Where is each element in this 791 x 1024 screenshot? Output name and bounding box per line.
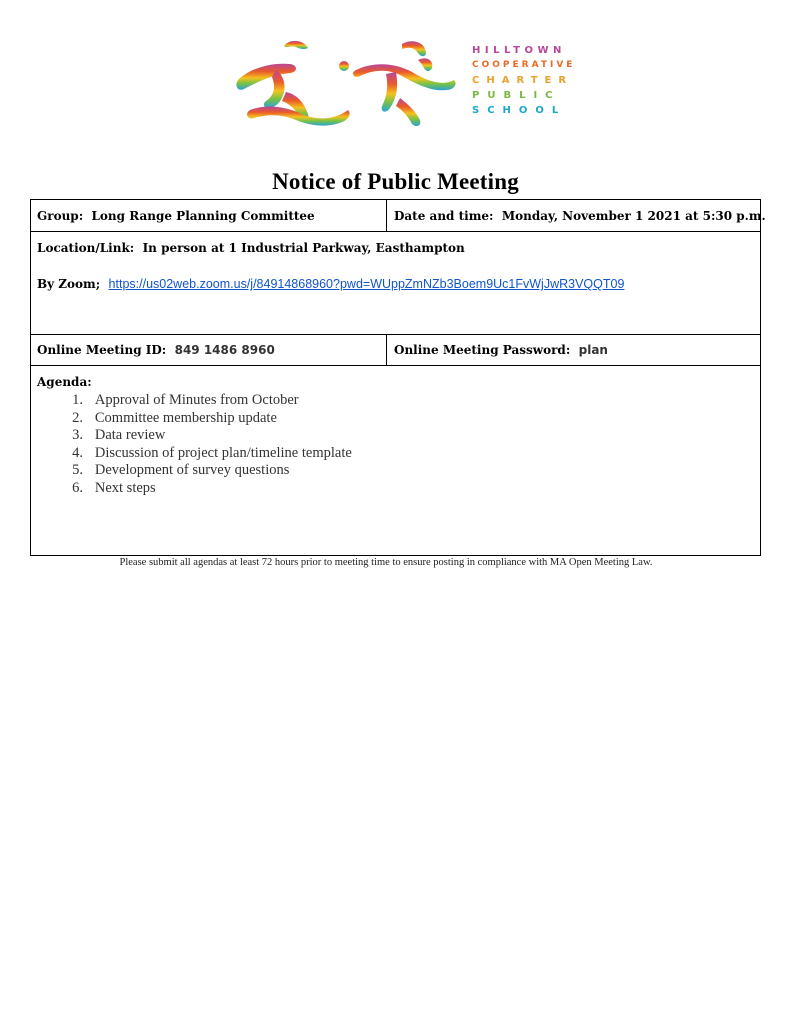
location-cell bbox=[37, 241, 465, 255]
location-label: Location/Link: bbox=[37, 241, 135, 255]
meeting-id-label: Online Meeting ID: bbox=[37, 343, 167, 357]
group-label: Group: bbox=[37, 209, 84, 223]
password-cell bbox=[394, 343, 608, 357]
datetime-cell bbox=[394, 209, 766, 223]
agenda-item-text: Approval of Minutes from October bbox=[94, 392, 299, 408]
agenda-item-text: Discussion of project plan/timeline template bbox=[94, 444, 352, 461]
agenda-item-text: Development of survey questions bbox=[94, 462, 290, 479]
logo-line-1: HILLTOWN bbox=[472, 45, 566, 56]
row-divider bbox=[31, 231, 760, 232]
zoom-link[interactable]: https://us02web.zoom.us/j/84914868960?pwd=WUppZmNZb3Boem9Uc1FvWjJwR3VQQT09 bbox=[108, 277, 625, 291]
logo-line-5: SCHOOL bbox=[472, 105, 567, 116]
agenda-item-number: 3. bbox=[72, 427, 83, 444]
meeting-id-value: 849 1486 8960 bbox=[174, 343, 275, 357]
agenda-item bbox=[53, 445, 352, 463]
agenda-item-number: 6. bbox=[72, 479, 83, 496]
agenda-item-number: 1. bbox=[72, 392, 83, 408]
compliance-footnote: Please submit all agendas at least 72 hours prior to meeting time to ensure posting in compliance with MA Open Meeting Law. bbox=[119, 557, 653, 568]
agenda-item-number: 4. bbox=[72, 444, 83, 461]
agenda-item bbox=[53, 427, 352, 445]
meeting-info-table bbox=[30, 199, 766, 556]
agenda-item bbox=[53, 462, 352, 480]
logo-figures-icon bbox=[236, 40, 458, 128]
password-label: Online Meeting Password: bbox=[394, 343, 571, 357]
agenda-heading: Agenda: bbox=[37, 375, 92, 389]
row-divider bbox=[31, 365, 760, 366]
page-title: Notice of Public Meeting bbox=[272, 169, 519, 194]
logo-line-2: COOPERATIVE bbox=[472, 60, 576, 70]
agenda-item-number: 2. bbox=[72, 409, 83, 426]
school-logo bbox=[236, 40, 576, 130]
password-value: plan bbox=[578, 343, 608, 357]
agenda-item bbox=[53, 392, 352, 410]
logo-line-3: CHARTER bbox=[472, 75, 574, 86]
agenda-item-text: Next steps bbox=[94, 479, 156, 496]
column-divider bbox=[386, 200, 387, 231]
agenda-item-text: Committee membership update bbox=[94, 409, 277, 426]
agenda-item bbox=[53, 480, 352, 498]
agenda-list bbox=[53, 392, 352, 498]
logo-wordmark bbox=[472, 43, 582, 118]
zoom-label: By Zoom; bbox=[37, 277, 101, 291]
datetime-label: Date and time: bbox=[394, 209, 494, 223]
agenda-item bbox=[53, 410, 352, 428]
meeting-id-cell bbox=[37, 343, 275, 357]
agenda-item-number: 5. bbox=[72, 462, 83, 479]
row-divider bbox=[31, 334, 760, 335]
zoom-cell bbox=[37, 277, 624, 291]
group-cell bbox=[37, 209, 315, 223]
logo-line-4: PUBLIC bbox=[472, 90, 561, 101]
agenda-item-text: Data review bbox=[94, 427, 166, 444]
column-divider bbox=[386, 334, 387, 365]
group-value: Long Range Planning Committee bbox=[91, 209, 315, 223]
datetime-value: Monday, November 1 2021 at 5:30 p.m. bbox=[501, 209, 766, 223]
location-value: In person at 1 Industrial Parkway, Easthampton bbox=[142, 241, 465, 255]
